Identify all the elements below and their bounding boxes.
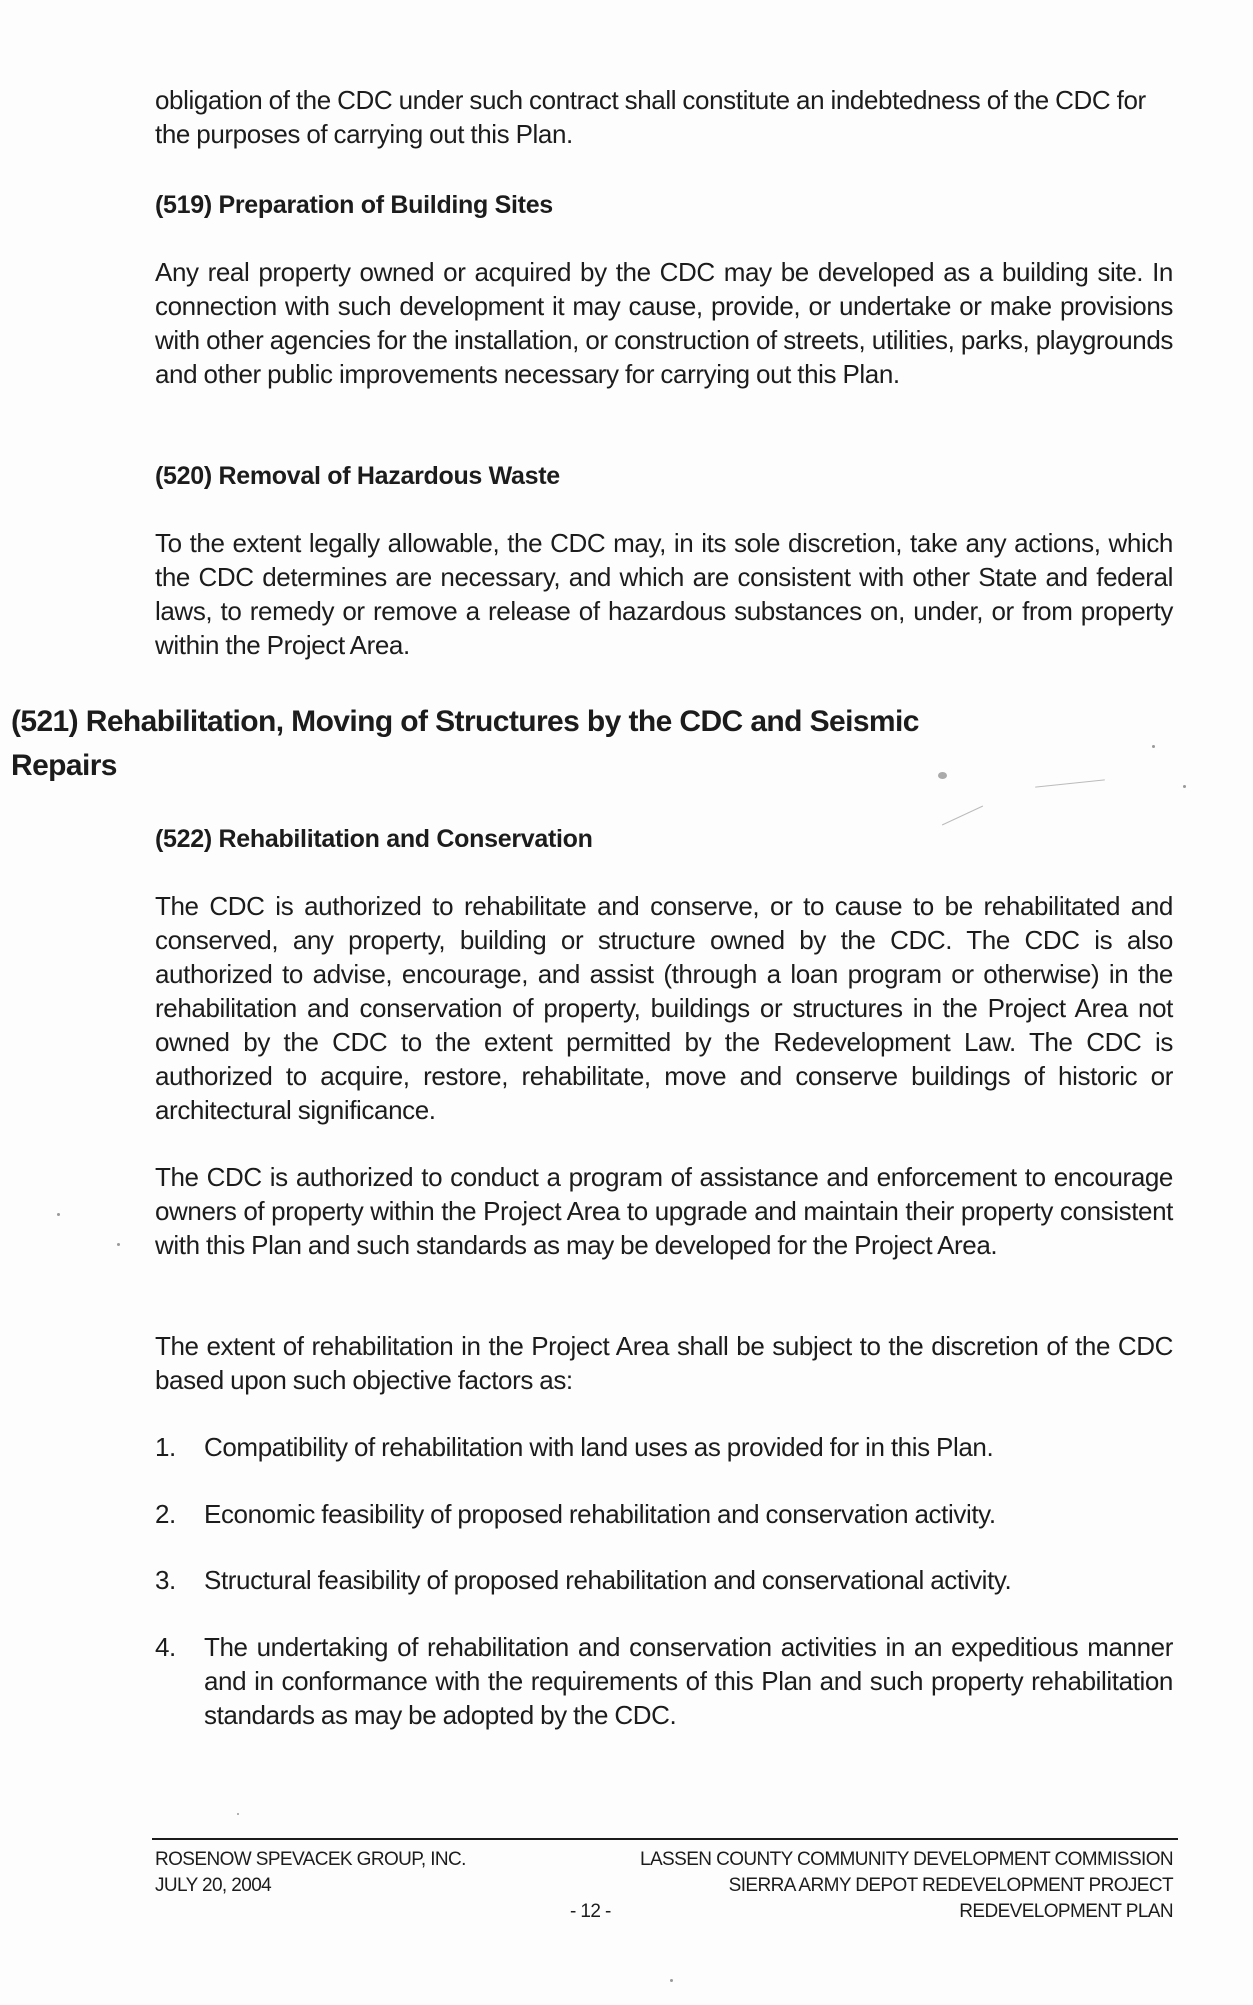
- footer-right: [640, 1847, 1173, 1925]
- list-item-text: The undertaking of rehabilitation and conservation activities in an expeditious manner and in conformance with the requirements of this Plan and such property rehabilitation standards as may be adopted by the CDC.: [204, 1632, 1173, 1730]
- section-522-paragraph-3: The extent of rehabilitation in the Project Area shall be subject to the discretion of the CDC based upon such objective factors as:: [155, 1331, 1173, 1395]
- list-item: [155, 1497, 1173, 1531]
- section-520-paragraph: To the extent legally allowable, the CDC may, in its sole discretion, take any actions, which the CDC determines are necessary, and which are consistent with other State and federal laws, to remedy or remove a release of hazardous substances on, under, or from property within the Project Area.: [155, 528, 1173, 660]
- list-item-number: 3.: [155, 1565, 176, 1595]
- section-522-paragraph-1: The CDC is authorized to rehabilitate and conserve, or to cause to be rehabilitated and conserved, any property, building or structure owned by the CDC. The CDC is also authorized to advise, encourage, and assist (through a loan program or otherwise) in the rehabilitation and conservation of property, buildings or structures in the Project Area not owned by the CDC to the extent permitted by the Redevelopment Law. The CDC is authorized to acquire, restore, rehabilitate, move and conserve buildings of historic or architectural significance.: [155, 891, 1173, 1125]
- footer-company: ROSENOW SPEVACEK GROUP, INC.: [155, 1849, 466, 1870]
- section-520-heading: (520) Removal of Hazardous Waste: [155, 462, 560, 490]
- scan-speck: [938, 772, 947, 779]
- list-item-text: Compatibility of rehabilitation with land uses as provided for in this Plan.: [204, 1432, 994, 1462]
- list-item: [155, 1563, 1173, 1597]
- scan-speck: [1152, 745, 1155, 748]
- footer-left: [155, 1847, 466, 1899]
- list-item: [155, 1630, 1173, 1732]
- footer-commission: LASSEN COUNTY COMMUNITY DEVELOPMENT COMMISSION: [640, 1849, 1173, 1870]
- footer-project: SIERRA ARMY DEPOT REDEVELOPMENT PROJECT: [728, 1875, 1173, 1896]
- scan-smudge: [942, 806, 983, 826]
- section-521-heading-line1: (521) Rehabilitation, Moving of Structures by the CDC and Seismic: [11, 705, 919, 738]
- scan-speck: [57, 1213, 60, 1216]
- footer-divider: [152, 1838, 1178, 1840]
- scan-speck: [1183, 785, 1186, 788]
- list-item: [155, 1430, 1173, 1464]
- section-522-heading: (522) Rehabilitation and Conservation: [155, 825, 593, 853]
- section-522-paragraph-2: The CDC is authorized to conduct a program of assistance and enforcement to encourage owners of property within the Project Area to upgrade and maintain their property consistent with this Plan and such standards as may be developed for the Project Area.: [155, 1162, 1173, 1260]
- page-number: - 12 -: [570, 1901, 611, 1922]
- scan-speck: [117, 1243, 120, 1246]
- list-item-number: 1.: [155, 1432, 176, 1462]
- section-519-heading: (519) Preparation of Building Sites: [155, 191, 553, 219]
- scan-speck: [237, 1813, 239, 1815]
- list-item-text: Structural feasibility of proposed rehabilitation and conservational activity.: [204, 1565, 1012, 1595]
- footer-plan: REDEVELOPMENT PLAN: [959, 1901, 1173, 1922]
- scan-speck: [670, 1979, 673, 1982]
- list-item-text: Economic feasibility of proposed rehabilitation and conservation activity.: [204, 1499, 996, 1529]
- footer-date: JULY 20, 2004: [155, 1875, 272, 1896]
- list-item-number: 2.: [155, 1499, 176, 1529]
- list-item-number: 4.: [155, 1632, 176, 1662]
- intro-paragraph: obligation of the CDC under such contract shall constitute an indebtedness of the CDC for the purposes of carrying out this Plan.: [155, 85, 1146, 149]
- section-519-paragraph: Any real property owned or acquired by the CDC may be developed as a building site. In connection with such development it may cause, provide, or undertake or make provisions with other agencies for the installation, or construction of streets, utilities, parks, playgrounds and other public improvements necessary for carrying out this Plan.: [155, 257, 1173, 389]
- section-521-heading-line2: Repairs: [11, 749, 117, 782]
